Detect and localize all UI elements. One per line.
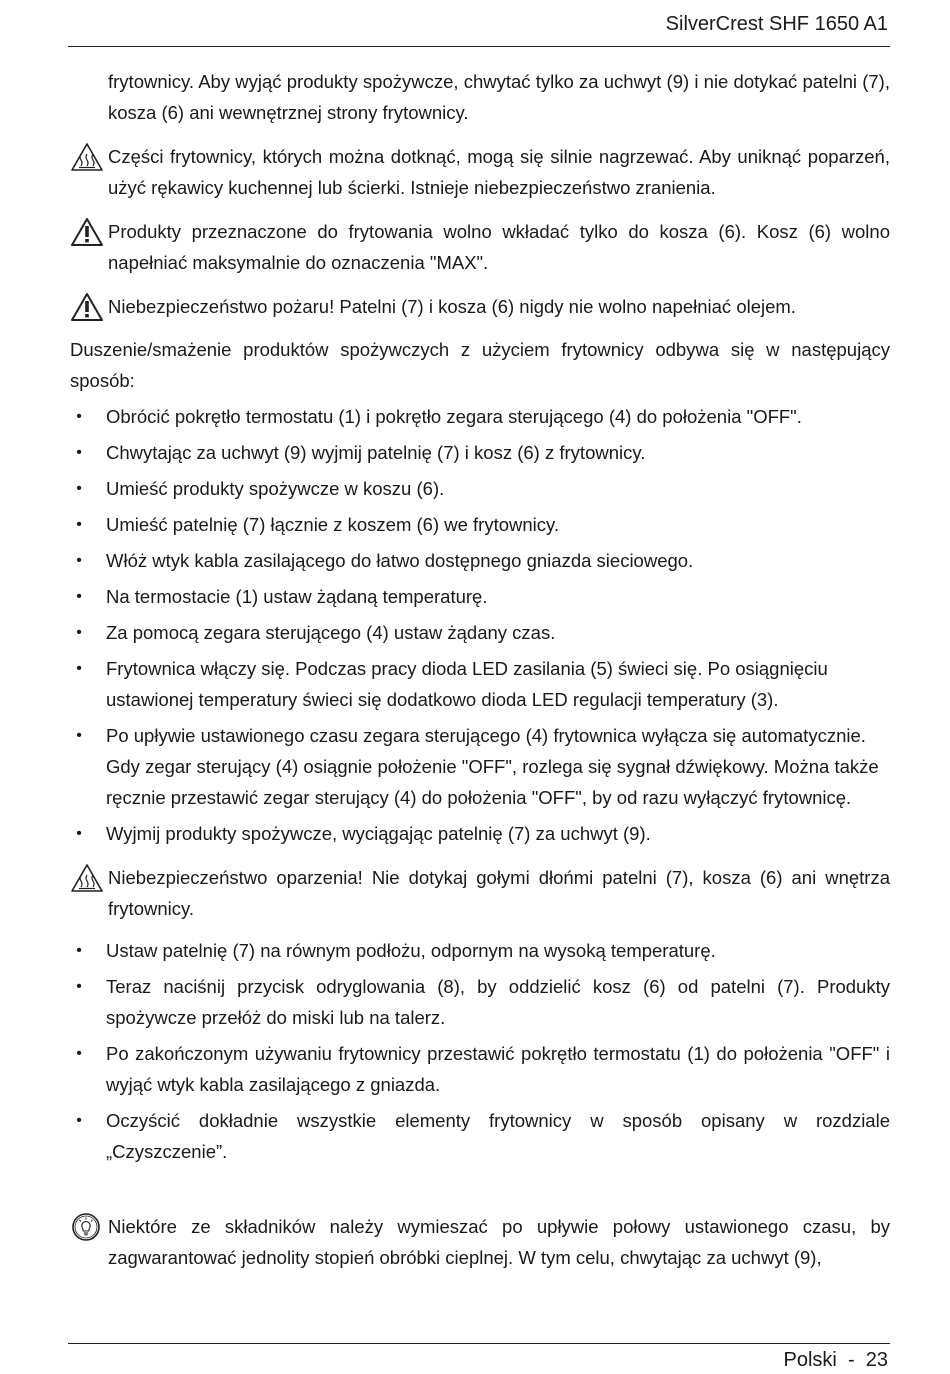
intro-paragraph: frytownicy. Aby wyjąć produkty spożywcze, chwytać tylko za uchwyt (9) i nie dotykać patelni (7), kosza (6) ani wewnętrznej strony frytownicy.	[108, 71, 890, 123]
list-item: • Umieść produkty spożywcze w koszu (6).	[70, 473, 890, 504]
warning-hot-surface	[70, 141, 890, 203]
steps-list-2	[70, 935, 890, 1167]
bullet: •	[76, 444, 82, 461]
warning-fire	[70, 291, 890, 322]
bullet: •	[76, 408, 82, 425]
header-title: SilverCrest SHF 1650 A1	[665, 13, 888, 35]
bullet: •	[76, 825, 82, 842]
list-item: • Chwytając za uchwyt (9) wyjmij patelnię (7) i kosz (6) z frytownicy.	[70, 437, 890, 468]
list-item: • Oczyścić dokładnie wszystkie elementy frytownicy w sposób opisany w rozdziale „Czyszczenie”.	[70, 1105, 890, 1167]
procedure-intro: Duszenie/smażenie produktów spożywczych z użyciem frytownicy odbywa się w następujący sposób:	[70, 339, 890, 391]
tip-text: Niektóre ze składników należy wymieszać po upływie połowy ustawionego czasu, by zagwarantować jednolity stopień obróbki cieplnej. W tym celu, chwytając za uchwyt (9),	[108, 1216, 890, 1268]
warning-burn	[70, 862, 890, 924]
list-item: • Włóż wtyk kabla zasilającego do łatwo dostępnego gniazda sieciowego.	[70, 545, 890, 576]
warning-text: Części frytownicy, których można dotknąć, mogą się silnie nagrzewać. Aby uniknąć poparzeń, użyć rękawicy kuchennej lub ścierki. Istnieje niebezpieczeństwo zranienia.	[108, 146, 890, 198]
bullet: •	[76, 978, 82, 995]
list-item: • Obrócić pokrętło termostatu (1) i pokrętło zegara sterującego (4) do położenia "OFF".	[70, 401, 890, 432]
list-item: • Ustaw patelnię (7) na równym podłożu, odpornym na wysoką temperaturę.	[70, 935, 890, 966]
list-item: • Na termostacie (1) ustaw żądaną temperaturę.	[70, 581, 890, 612]
bullet: •	[76, 624, 82, 641]
steps-list	[70, 401, 890, 849]
list-item: • Teraz naciśnij przycisk odryglowania (8), by oddzielić kosz (6) od patelni (7). Produkty spożywcze przełóż do miski lub na talerz.	[70, 971, 890, 1033]
list-item: • Za pomocą zegara sterującego (4) ustaw żądany czas.	[70, 617, 890, 648]
hot-surface-warning-icon	[70, 863, 104, 893]
list-item: • Po zakończonym używaniu frytownicy przestawić pokrętło termostatu (1) do położenia "OFF" i wyjąć wtyk kabla zasilającego z gniazda.	[70, 1038, 890, 1100]
bullet: •	[76, 552, 82, 569]
list-item: • Wyjmij produkty spożywcze, wyciągając patelnię (7) za uchwyt (9).	[70, 818, 890, 849]
warning-basket-limit	[70, 216, 890, 278]
warning-block	[70, 141, 890, 322]
warning-text: Niebezpieczeństwo oparzenia! Nie dotykaj gołymi dłońmi patelni (7), kosza (6) ani wnętrza frytownicy.	[108, 867, 890, 919]
bullet: •	[76, 480, 82, 497]
hot-surface-warning-icon	[70, 142, 104, 172]
list-item: • Po upływie ustawionego czasu zegara sterującego (4) frytownica wyłącza się automatycznie. Gdy zegar sterujący (4) osiągnie położenie "OFF", rozlega się sygnał dźwiękowy. Można także ręcznie przestawić zegar sterujący (4) do położenia "OFF", by od razu wyłączyć frytownicę.	[70, 720, 890, 813]
list-item: • Frytownica włączy się. Podczas pracy dioda LED zasilania (5) świeci się. Po osiągnięciu ustawionej temperatury świeci się dodatkowo dioda LED regulacji temperatury (3).	[70, 653, 890, 715]
list-item: • Umieść patelnię (7) łącznie z koszem (6) we frytownicy.	[70, 509, 890, 540]
exclamation-warning-icon	[70, 292, 104, 322]
page-number: Polski - 23	[783, 1349, 888, 1371]
exclamation-warning-icon	[70, 217, 104, 247]
page-footer	[68, 1343, 890, 1371]
page-content	[70, 66, 890, 1273]
lightbulb-tip-icon	[70, 1212, 104, 1242]
bullet: •	[76, 588, 82, 605]
warning-text: Produkty przeznaczone do frytowania wolno wkładać tylko do kosza (6). Kosz (6) wolno napełniać maksymalnie do oznaczenia "MAX".	[108, 221, 890, 273]
bullet: •	[76, 516, 82, 533]
bullet: •	[76, 660, 82, 677]
bullet: •	[76, 727, 82, 744]
bullet: •	[76, 1112, 82, 1129]
bullet: •	[76, 942, 82, 959]
warning-text: Niebezpieczeństwo pożaru! Patelni (7) i kosza (6) nigdy nie wolno napełniać olejem.	[108, 296, 796, 317]
page-header	[68, 0, 890, 47]
tip-note	[70, 1211, 890, 1273]
bullet: •	[76, 1045, 82, 1062]
